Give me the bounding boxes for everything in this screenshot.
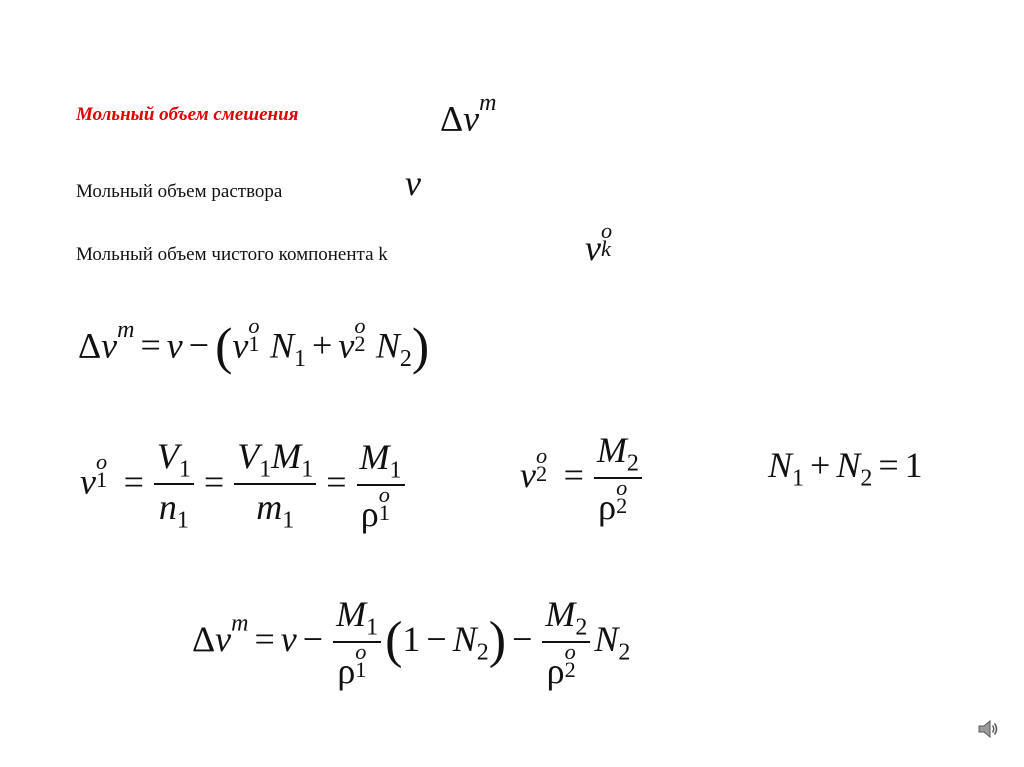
definition-label-mixing-volume: Мольный объем смешения [76, 104, 299, 125]
equation-mole-fraction-sum: $N_1 + N_2 = 1$ [768, 445, 923, 492]
equation-v2-definition: v o 2 = $M_2$ ρ o 2 [520, 432, 646, 525]
symbol-sub: k [600, 235, 611, 261]
symbol-mixing-volume [440, 90, 496, 139]
symbol-pure-component-volume [585, 217, 623, 269]
speaker-icon[interactable] [976, 717, 1000, 741]
definition-label-solution-volume: Мольный объем раствора [76, 181, 283, 202]
symbol-sup: o [600, 217, 613, 243]
symbol-v: v [585, 228, 601, 268]
equation-mixing-volume: $\Delta v^m = v - (v$ o 1 $N_1 + v$ o 2 $N_2$) [78, 313, 430, 376]
equation-final: $\Delta v^m = v$ − $M_1$ ρ o 1 $(1 - N_2)$ − $M_2$ ρ o 2 $N_2$ [192, 594, 631, 692]
symbol-v: v [463, 98, 480, 139]
symbol-sup: m [479, 90, 497, 116]
equation-v1-definition: v o 1 = $\frac{V_1}{n_1}$ = $\frac{V_1M_1}{m_1}$ = $M_1$ ρ o 1 [80, 438, 409, 533]
symbol-solution-volume: v [405, 163, 421, 203]
definition-label-pure-component-volume: Мольный объем чистого компонента k [76, 244, 388, 265]
symbol-delta: Δ [440, 98, 464, 139]
